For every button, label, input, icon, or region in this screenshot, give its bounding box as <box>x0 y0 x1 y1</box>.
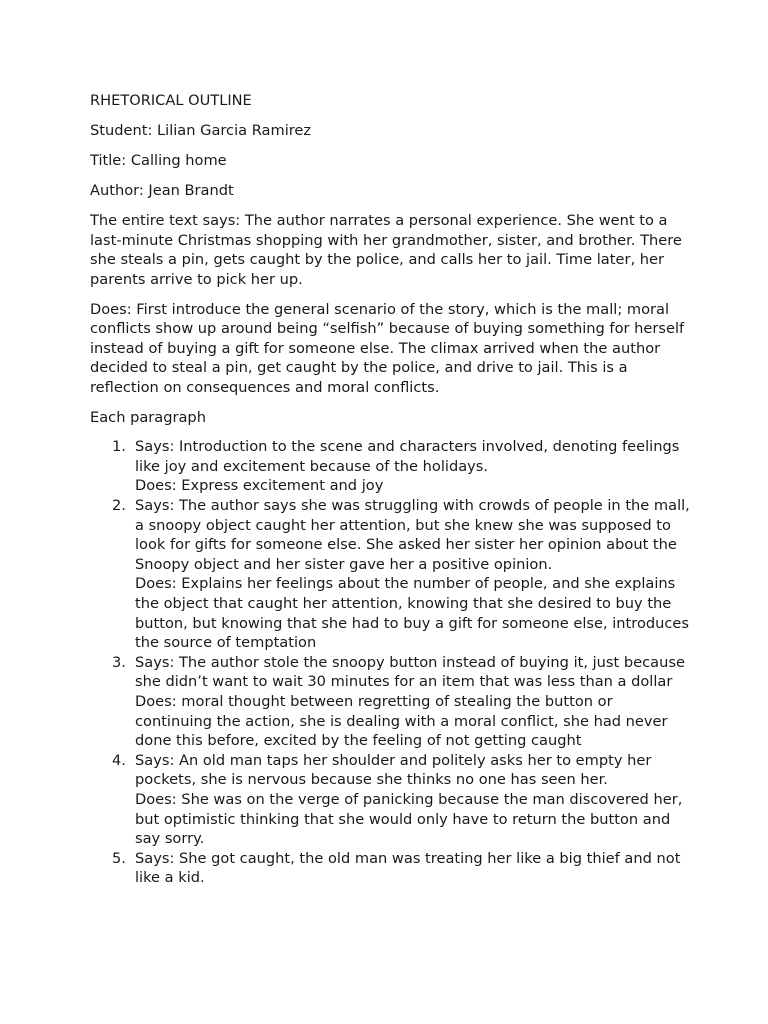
list-item-says: Says: The author says she was struggling with crowds of people in the mall, a snoopy object caught her attention, but she knew she was supposed to look for gifts for someone else. She asked her sister her opinion about the Snoopy object and her sister gave her a positive opinion. <box>135 497 690 573</box>
list-item-says: Says: An old man taps her shoulder and politely asks her to empty her pockets, she is nervous because she thinks no one has seen her. <box>135 751 652 789</box>
list-item-number: 4. <box>112 751 126 769</box>
entire-text-paragraph: The entire text says: The author narrates a personal experience. She went to a last-minute Christmas shopping with her grandmother, sister, and brother. There she steals a pin, gets caught by the police, and calls her to jail. Time later, her parents arrive to pick her up. <box>90 211 682 288</box>
title-line: Title: Calling home <box>90 151 227 169</box>
list-item-number: 3. <box>112 653 126 671</box>
student-line: Student: Lilian Garcia Ramirez <box>90 121 312 139</box>
list-item-number: 5. <box>112 849 126 867</box>
list-item-number: 2. <box>112 497 126 515</box>
list-item-does: Does: moral thought between regretting of stealing the button or continuing the action, she is dealing with a moral conflict, she had never done this before, excited by the feeling of not getting caught <box>135 692 668 750</box>
list-item-does: Does: Explains her feelings about the number of people, and she explains the object that caught her attention, knowing that she desired to buy the button, but knowing that she had to buy a gift for someone else, introduces the source of temptation <box>135 575 689 652</box>
list-item-does: Does: Express excitement and joy <box>135 477 384 495</box>
list-item <box>90 496 690 653</box>
list-item-says: Says: Introduction to the scene and characters involved, denoting feelings like joy and excitement because of the holidays. <box>135 438 680 475</box>
does-paragraph: Does: First introduce the general scenario of the story, which is the mall; moral conflicts show up around being “selfish” because of buying something for herself instead of buying a gift for someone else. The climax arrived when the author decided to steal a pin, get caught by the police, and drive to jail. This is a reflection on consequences and moral conflicts. <box>90 300 685 397</box>
list-item-does: Does: She was on the verge of panicking because the man discovered her, but optimistic thinking that she would only have to return the button and say sorry. <box>135 790 683 848</box>
document-page <box>90 91 690 888</box>
list-item-number: 1. <box>112 438 126 456</box>
paragraph-outline-list <box>90 437 690 888</box>
each-paragraph-label: Each paragraph <box>90 409 206 427</box>
list-item-says: Says: She got caught, the old man was treating her like a big thief and not like a kid. <box>135 849 681 887</box>
list-item <box>90 751 690 849</box>
document-heading: RHETORICAL OUTLINE <box>90 92 252 109</box>
author-line: Author: Jean Brandt <box>90 181 234 199</box>
list-item <box>90 849 690 888</box>
list-item <box>90 653 690 751</box>
list-item-says: Says: The author stole the snoopy button instead of buying it, just because she didn’t want to wait 30 minutes for an item that was less than a dollar <box>135 653 685 691</box>
list-item <box>90 437 690 496</box>
